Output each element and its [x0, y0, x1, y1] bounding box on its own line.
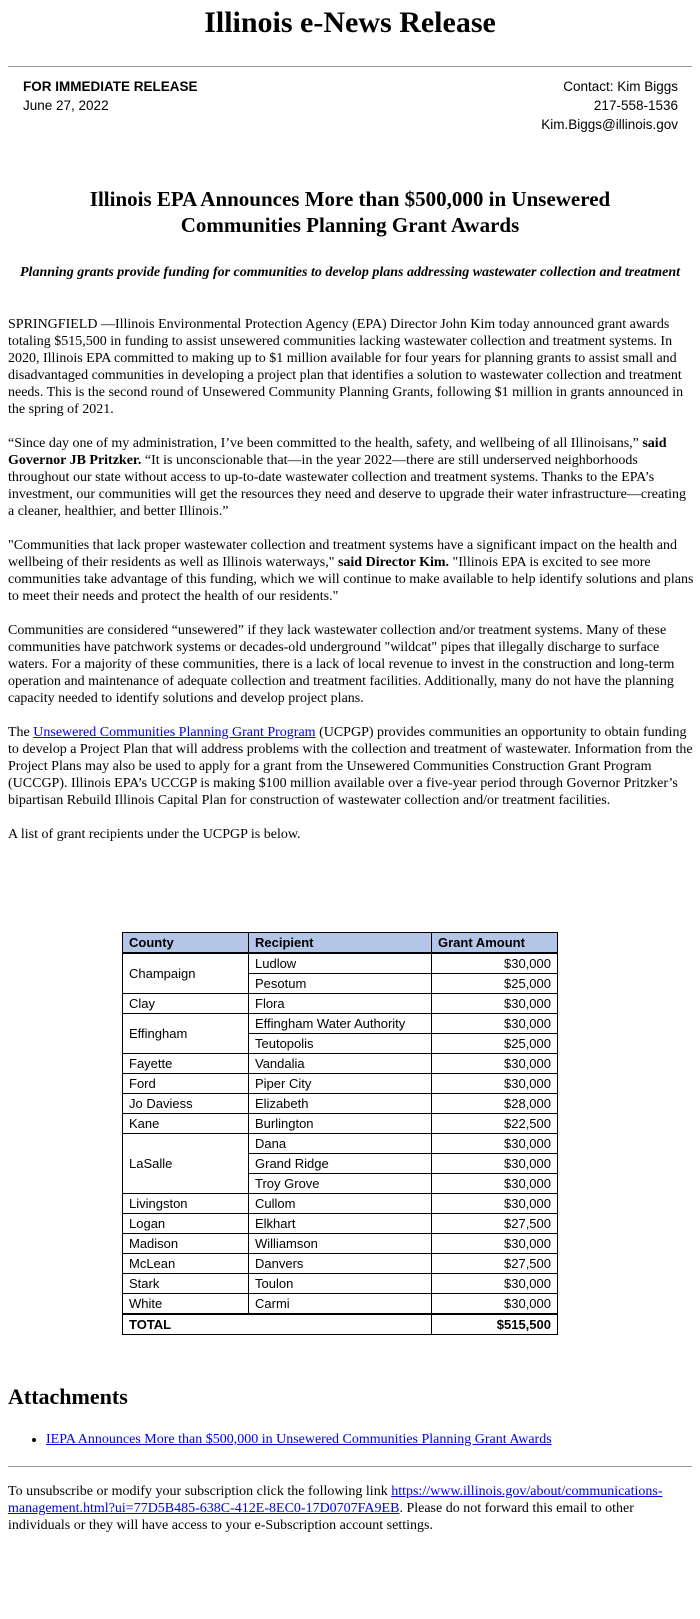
table-header-row — [123, 933, 558, 954]
footer-notice — [8, 1483, 668, 1534]
attachments-heading: Attachments — [8, 1384, 128, 1409]
amount-cell: $30,000 — [432, 1274, 558, 1294]
attachment-link[interactable]: IEPA Announces More than $500,000 in Unsewered Communities Planning Grant Awards — [46, 1432, 552, 1447]
recipient-cell: Toulon — [249, 1274, 432, 1294]
amount-cell: $30,000 — [432, 953, 558, 974]
recipient-cell: Elkhart — [249, 1214, 432, 1234]
county-cell: Ford — [123, 1074, 249, 1094]
recipient-cell: Flora — [249, 994, 432, 1014]
table-row — [123, 1254, 558, 1274]
amount-cell: $30,000 — [432, 1014, 558, 1034]
contact-email: Kim.Biggs@illinois.gov — [541, 117, 678, 132]
paragraph-text: (UCPGP) provides communities an opportunity to obtain funding to develop a Project Plan that will address problems with the collection and treatment of wastewater. Information from the Project Plans may also be used to apply for a grant from the Unsewered Communities Construction Grant Program (UCCGP). Illinois EPA’s UCCGP is making $100 million available over a five-year period through Governor Pritzker’s bipartisan Rebuild Illinois Capital Plan for construction of wastewater collection and/or treatment facilities. — [8, 725, 693, 808]
header-divider — [8, 66, 692, 67]
contact-name: Contact: Kim Biggs — [563, 79, 678, 94]
table-row — [123, 1294, 558, 1315]
recipient-cell: Cullom — [249, 1194, 432, 1214]
total-label: TOTAL — [123, 1314, 432, 1335]
unsubscribe-link[interactable]: https://www.illinois.gov/about/communications-management.html?ui=77D5B485-638C-412E-8EC0-17D0707FA9EB — [8, 1484, 663, 1516]
amount-cell: $30,000 — [432, 1174, 558, 1194]
table-total-row — [123, 1314, 558, 1335]
quote-attribution: said Director Kim. — [337, 555, 450, 570]
table-row — [123, 1114, 558, 1134]
amount-cell: $30,000 — [432, 1194, 558, 1214]
recipient-cell: Carmi — [249, 1294, 432, 1315]
recipient-cell: Vandalia — [249, 1054, 432, 1074]
paragraph-intro: SPRINGFIELD —Illinois Environmental Protection Agency (EPA) Director John Kim today announced grant awards totaling $515,500 in funding to assist unsewered communities lacking wastewater collection and treatment systems. In 2020, Illinois EPA committed to making up to $1 million available for four years for planning grants to assist small and disadvantaged communities in developing a project plan that identifies a solution to wastewater collection and treatment needs. This is the second round of Unsewered Community Planning Grants, following $1 million in grants announced in the spring of 2021. — [8, 317, 684, 417]
amount-cell: $30,000 — [432, 994, 558, 1014]
paragraph-governor-quote — [8, 435, 694, 520]
amount-cell: $25,000 — [432, 974, 558, 994]
county-cell: Jo Daviess — [123, 1094, 249, 1114]
table-row — [123, 994, 558, 1014]
column-header-recipient: Recipient — [249, 933, 432, 954]
recipient-cell: Pesotum — [249, 974, 432, 994]
county-cell: LaSalle — [123, 1134, 249, 1194]
amount-cell: $30,000 — [432, 1134, 558, 1154]
table-row — [123, 1134, 558, 1154]
recipient-cell: Danvers — [249, 1254, 432, 1274]
amount-cell: $30,000 — [432, 1294, 558, 1315]
table-row — [123, 1054, 558, 1074]
amount-cell: $27,500 — [432, 1214, 558, 1234]
quote-text: "Illinois EPA is excited to see more communities take advantage of this funding, which we will continue to make available to help identify solutions and plans to meet their needs and protect the health of our residents." — [8, 555, 694, 604]
column-header-amount: Grant Amount — [432, 933, 558, 954]
amount-cell: $28,000 — [432, 1094, 558, 1114]
recipient-cell: Burlington — [249, 1114, 432, 1134]
contact-block — [541, 77, 678, 134]
list-item — [46, 1431, 552, 1449]
county-cell: Logan — [123, 1214, 249, 1234]
paragraph-list-intro: A list of grant recipients under the UCPGP is below. — [8, 827, 301, 842]
quote-text: “Since day one of my administration, I’ve been committed to the health, safety, and wellbeing of all Illinoisans,” — [8, 436, 639, 451]
footer-lead: To unsubscribe or modify your subscription click the following link — [8, 1484, 388, 1499]
headline: Illinois EPA Announces More than $500,000 in Unsewered Communities Planning Grant Awards — [89, 187, 611, 237]
release-label: FOR IMMEDIATE RELEASE — [23, 79, 198, 94]
total-amount: $515,500 — [432, 1314, 558, 1335]
table-row — [123, 1094, 558, 1114]
banner-title: Illinois e-News Release — [204, 6, 496, 39]
recipient-cell: Ludlow — [249, 953, 432, 974]
amount-cell: $30,000 — [432, 1234, 558, 1254]
amount-cell: $22,500 — [432, 1114, 558, 1134]
recipient-cell: Dana — [249, 1134, 432, 1154]
column-header-county: County — [123, 933, 249, 954]
amount-cell: $25,000 — [432, 1034, 558, 1054]
table-row — [123, 1194, 558, 1214]
release-block — [23, 77, 198, 115]
county-cell: Stark — [123, 1274, 249, 1294]
recipient-cell: Troy Grove — [249, 1174, 432, 1194]
recipient-cell: Effingham Water Authority — [249, 1014, 432, 1034]
quote-text: "Communities that lack proper wastewater collection and treatment systems have a significant impact on the health and wellbeing of their residents as well as Illinois waterways," — [8, 538, 677, 570]
footer-tail: . Please do not forward this email to other individuals or they will have access to your e-Subscription account settings. — [8, 1501, 634, 1533]
county-cell: Kane — [123, 1114, 249, 1134]
recipient-cell: Elizabeth — [249, 1094, 432, 1114]
county-cell: Champaign — [123, 953, 249, 994]
recipient-cell: Grand Ridge — [249, 1154, 432, 1174]
quote-attribution: said Governor JB Pritzker. — [8, 436, 667, 468]
table-row — [123, 1234, 558, 1254]
county-cell: McLean — [123, 1254, 249, 1274]
paragraph-text: The — [8, 725, 30, 740]
subheadline: Planning grants provide funding for communities to develop plans addressing wastewater collection and treatment — [20, 265, 680, 280]
table-row — [123, 1014, 558, 1034]
amount-cell: $30,000 — [432, 1154, 558, 1174]
table-row — [123, 953, 558, 974]
quote-text: “It is unconscionable that—in the year 2022—there are still underserved neighborhoods throughout our state without access to up-to-date wastewater collection and treatment systems. Thanks to the EPA’s investment, our communities will get the resources they need and deserve to upgrade their water infrastructure—creating a cleaner, healthier, and better Illinois.” — [8, 453, 686, 519]
county-cell: Clay — [123, 994, 249, 1014]
table-row — [123, 1074, 558, 1094]
program-link[interactable]: Unsewered Communities Planning Grant Program — [33, 725, 316, 740]
paragraph-unsewered: Communities are considered “unsewered” if they lack wastewater collection and/or treatment systems. Many of these communities have patchwork systems or decades-old underground "wildcat" pipes that illegally discharge to surface waters. For a majority of these communities, there is a lack of local revenue to invest in the construction and long-term operation and maintenance of adequate collection and treatment facilities. Additionally, many do not have the planning capacity needed to identify solutions and develop project plans. — [8, 623, 675, 706]
county-cell: Effingham — [123, 1014, 249, 1054]
grant-recipients-table — [122, 932, 558, 1335]
paragraph-program — [8, 724, 694, 809]
county-cell: Fayette — [123, 1054, 249, 1074]
article-body — [8, 316, 694, 860]
amount-cell: $30,000 — [432, 1054, 558, 1074]
contact-phone: 217-558-1536 — [593, 98, 678, 113]
table-row — [123, 1274, 558, 1294]
recipient-cell: Teutopolis — [249, 1034, 432, 1054]
county-cell: Livingston — [123, 1194, 249, 1214]
recipient-cell: Piper City — [249, 1074, 432, 1094]
footer-divider — [8, 1466, 692, 1467]
amount-cell: $30,000 — [432, 1074, 558, 1094]
paragraph-director-quote — [8, 537, 694, 605]
county-cell: White — [123, 1294, 249, 1315]
table-row — [123, 1214, 558, 1234]
recipient-cell: Williamson — [249, 1234, 432, 1254]
release-date: June 27, 2022 — [23, 98, 109, 113]
amount-cell: $27,500 — [432, 1254, 558, 1274]
attachments-list — [8, 1431, 552, 1449]
county-cell: Madison — [123, 1234, 249, 1254]
